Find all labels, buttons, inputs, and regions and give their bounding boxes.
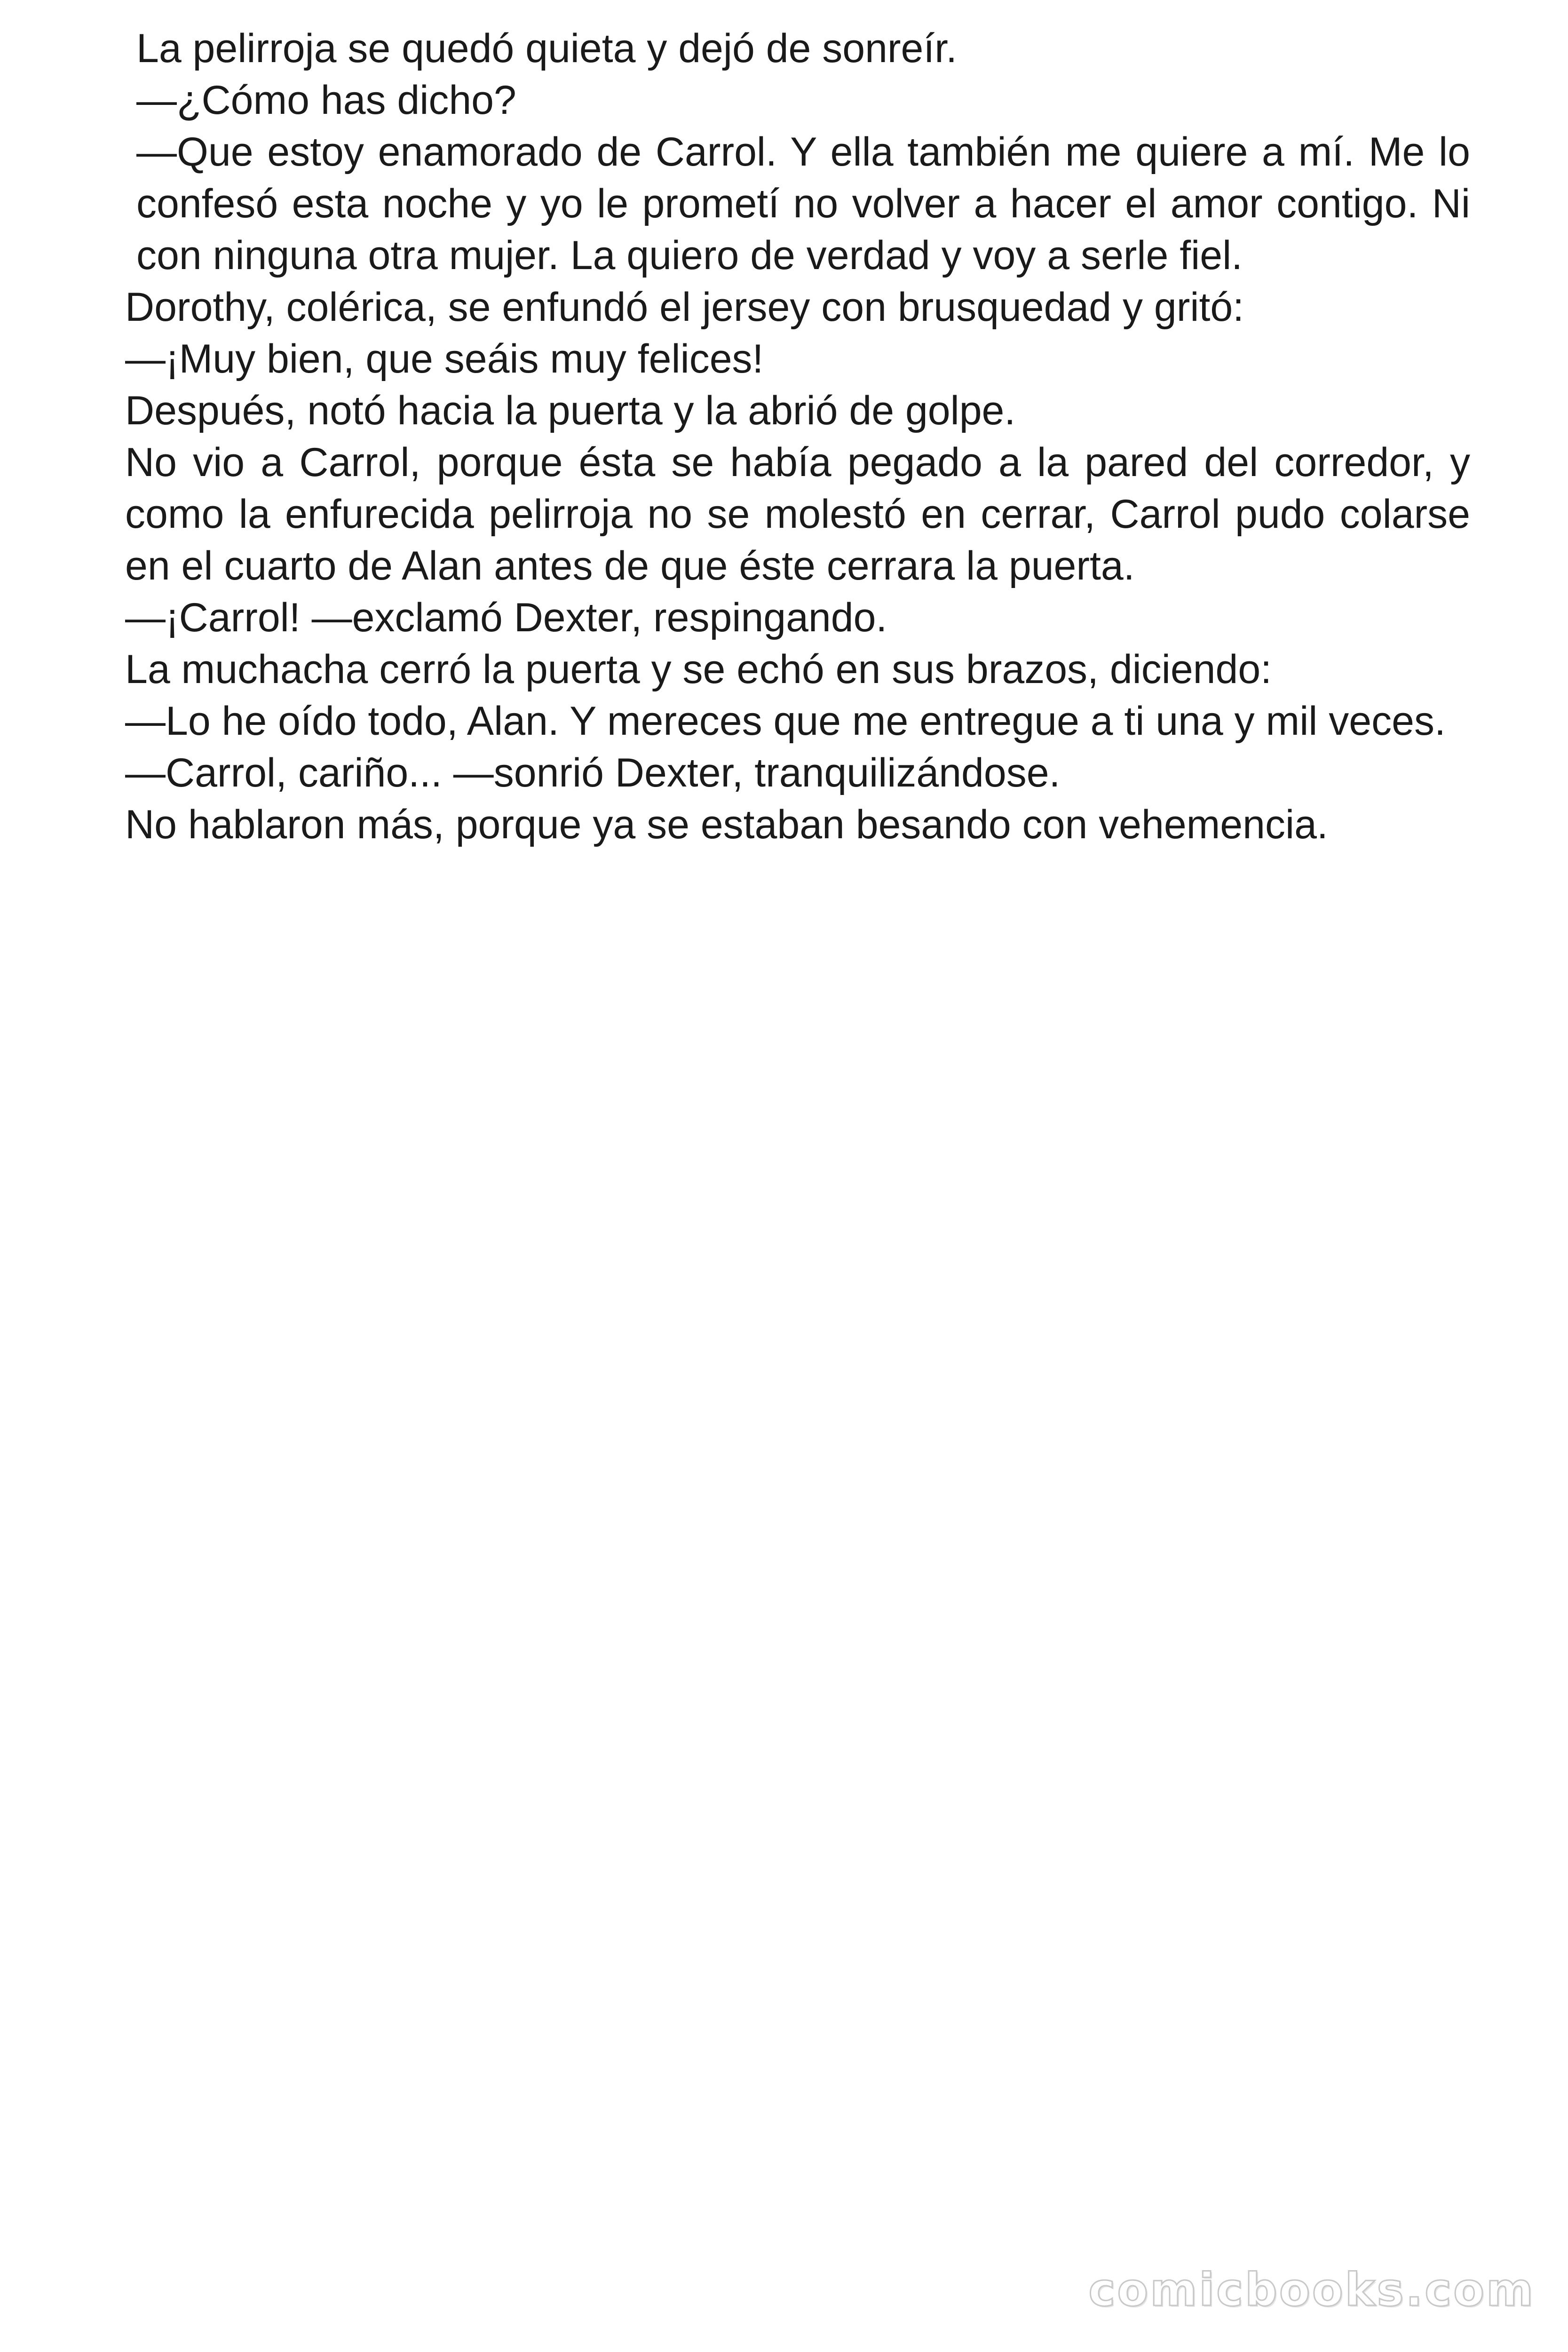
paragraph: —Lo he oído todo, Alan. Y mereces que me entregue a ti una y mil veces. bbox=[125, 699, 1446, 744]
paragraph: —¡Muy bien, que seáis muy felices! bbox=[125, 336, 764, 381]
paragraph: —¡Carrol! —exclamó Dexter, respingando. bbox=[125, 595, 887, 640]
paragraph: No hablaron más, porque ya se estaban besando con vehemencia. bbox=[125, 802, 1328, 847]
paragraph: La pelirroja se quedó quieta y dejó de sonreír. bbox=[136, 26, 958, 71]
paragraph: —¿Cómo has dicho? bbox=[136, 78, 516, 123]
paragraph: —Carrol, cariño... —sonrió Dexter, tranquilizándose. bbox=[125, 750, 1061, 795]
body-text bbox=[125, 23, 1470, 850]
paragraph: No vio a Carrol, porque ésta se había pegado a la pared del corredor, y como la enfurecida pelirroja no se molestó en cerrar, Carrol pudo colarse en el cuarto de Alan antes de que éste cerrara la puerta. bbox=[125, 440, 1470, 588]
paragraph: Después, notó hacia la puerta y la abrió de golpe. bbox=[125, 388, 1016, 433]
watermark: comicbooks.com bbox=[1088, 2264, 1535, 2316]
paragraph: —Que estoy enamorado de Carrol. Y ella también me quiere a mí. Me lo confesó esta noche y yo le prometí no volver a hacer el amor contigo. Ni con ninguna otra mujer. La quiero de verdad y voy a serle fiel. bbox=[136, 129, 1470, 278]
paragraph: La muchacha cerró la puerta y se echó en sus brazos, diciendo: bbox=[125, 647, 1272, 692]
paragraph: Dorothy, colérica, se enfundó el jersey con brusquedad y gritó: bbox=[125, 285, 1244, 330]
